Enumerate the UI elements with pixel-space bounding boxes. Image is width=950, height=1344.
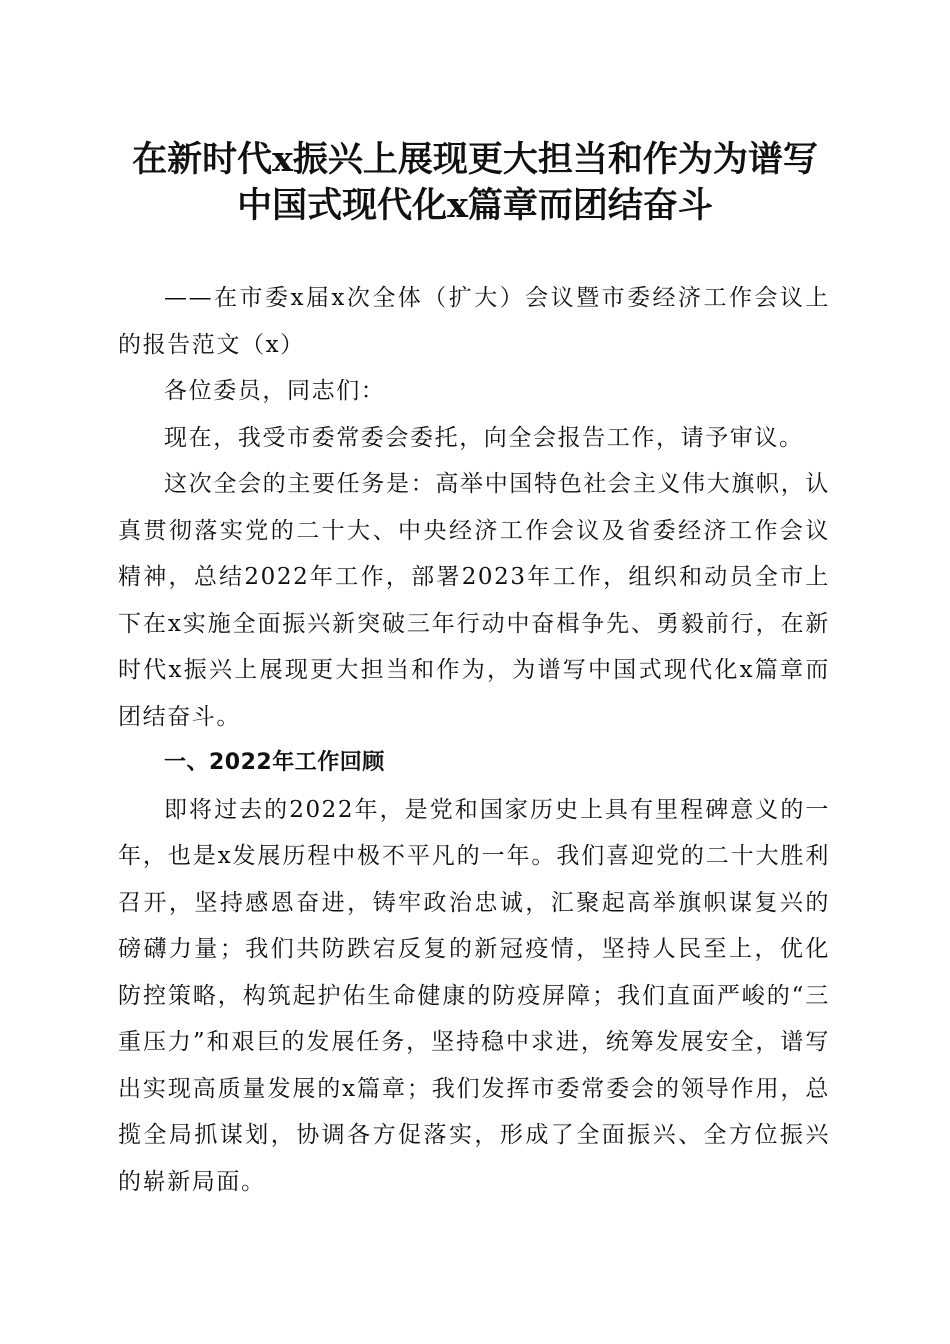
document-title-line-2: 中国式现代化x篇章而团结奋斗 <box>237 185 713 226</box>
document-body <box>118 275 830 1205</box>
paragraph-1: 现在，我受市委常委会委托，向全会报告工作，请予审议。 <box>164 424 804 451</box>
section-1-heading: 一、2022年工作回顾 <box>164 750 385 775</box>
document-title-line-1: 在新时代x振兴上展现更大担当和作为为谱写 <box>132 139 818 180</box>
paragraph-3: 即将过去的2022年，是党和国家历史上具有里程碑意义的一年，也是x发展历程中极不平凡的一年。我们喜迎党的二十大胜利召开，坚持感恩奋进，铸牢政治忠诚，汇聚起高举旗帜谋复兴的磅礴力量；我们共防跌宕反复的新冠疫情，坚持人民至上，优化防控策略，构筑起护佑生命健康的防疫屏障；我们直面严峻的“三重压力”和艰巨的发展任务，坚持稳中求进，统筹发展安全，谱写出实现高质量发展的x篇章；我们发挥市委常委会的领导作用，总揽全局抓谋划，协调各方促落实，形成了全面振兴、全方位振兴的崭新局面。 <box>118 796 830 1195</box>
salutation: 各位委员，同志们： <box>164 378 386 404</box>
subtitle: ——在市委x届x次全体（扩大）会议暨市委经济工作会议上的报告范文（x） <box>118 285 830 358</box>
paragraph-2: 这次全会的主要任务是：高举中国特色社会主义伟大旗帜，认真贯彻落实党的二十大、中央经济工作会议及省委经济工作会议精神，总结2022年工作，部署2023年工作，组织和动员全市上下在x实施全面振兴新突破三年行动中奋楫争先、勇毅前行，在新时代x振兴上展现更大担当和作为，为谱写中国式现代化x篇章而团结奋斗。 <box>118 471 830 730</box>
